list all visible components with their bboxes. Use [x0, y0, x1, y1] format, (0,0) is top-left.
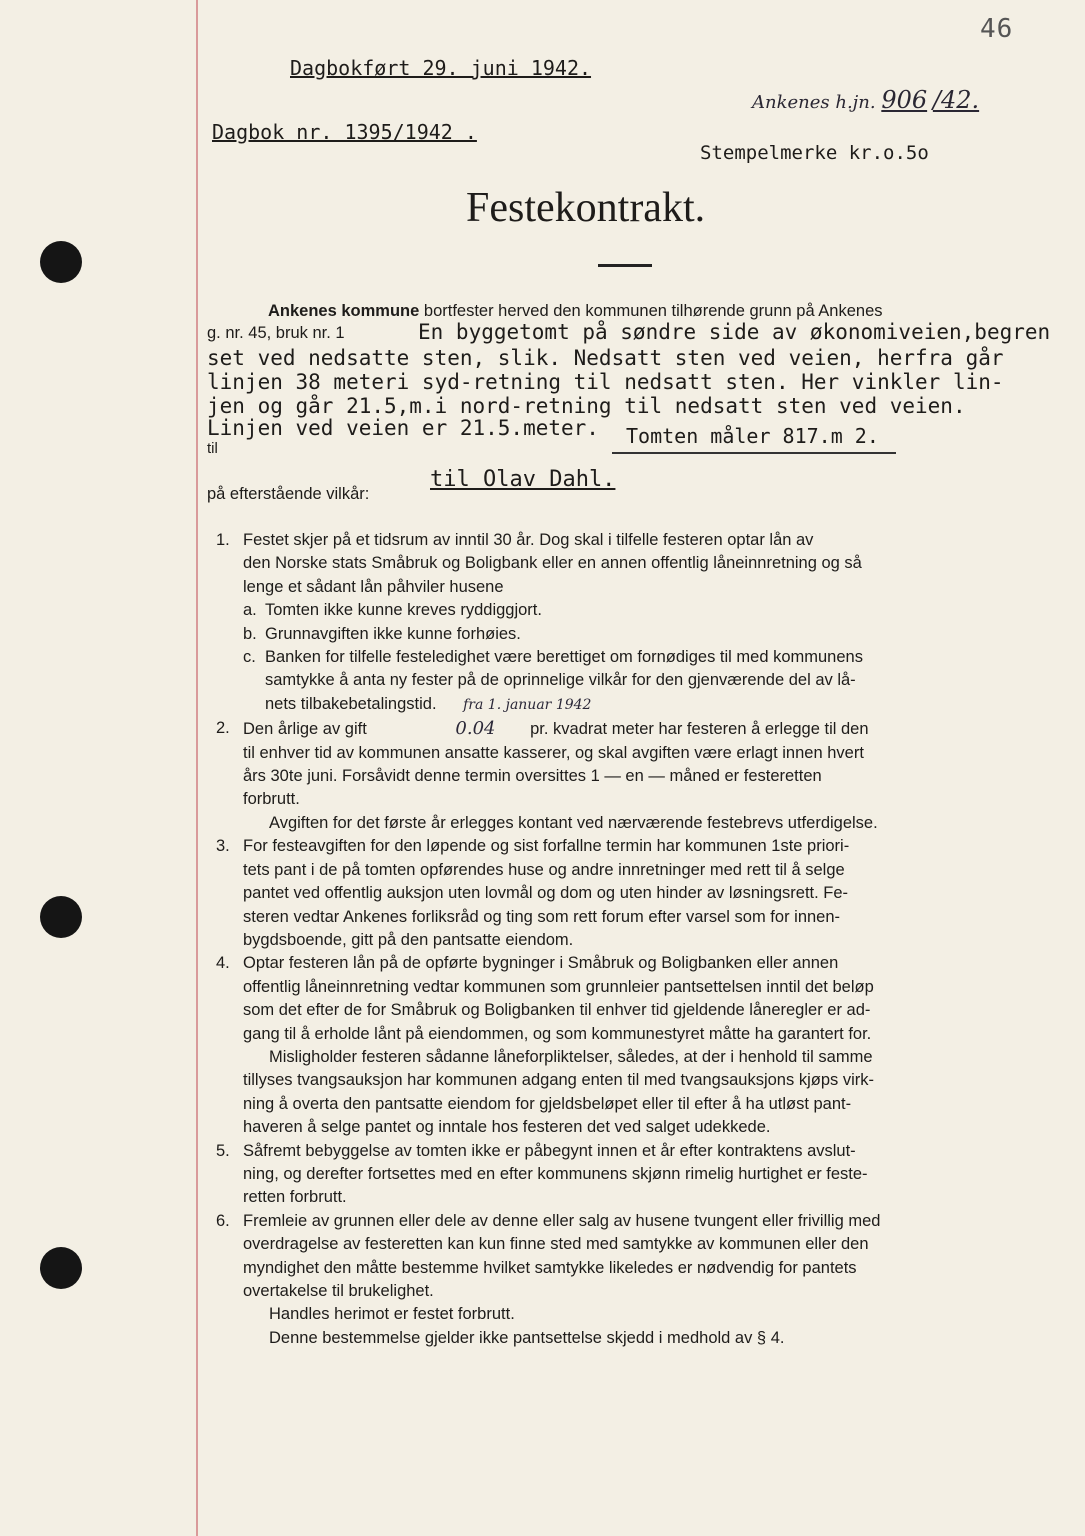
subclause-c — [243, 646, 1032, 717]
clause-line: pantet ved offentlig auksjon uten lovmål og dom og uten hinder av løsningsrett. Fe- — [243, 884, 849, 903]
clause-line: offentlig låneinnretning vedtar kommunen som grunnleier pantsettelsen inntil det beløp — [243, 977, 874, 996]
clause-paragraph: Avgiften for det første år erlegges kontant ved nærværende festebrevs utferdigelse. — [269, 813, 878, 832]
page-number: 46 — [980, 14, 1014, 44]
subclause-letter: c. — [243, 648, 256, 667]
clause-number: 3. — [216, 837, 230, 856]
clause-line: retten forbrutt. — [243, 1188, 347, 1207]
registry-year: /42. — [932, 86, 980, 114]
stamp-fee: Stempelmerke kr.o.5o — [700, 142, 929, 164]
clause-5 — [207, 1140, 1032, 1210]
clause-6 — [207, 1210, 1032, 1350]
subclause-letter: b. — [243, 624, 257, 643]
dagbok-number: Dagbok nr. 1395/1942 . — [212, 120, 477, 144]
document-title: Festekontrakt. — [466, 185, 706, 231]
registry-number: 906 — [881, 86, 928, 114]
dagbokfort-line: Dagbokført 29. juni 1942. — [290, 56, 592, 80]
clause-paragraph: Misligholder festeren sådanne låneforpliktelser, således, at der i henhold til samme — [269, 1047, 873, 1066]
clause-first-line — [243, 717, 1032, 741]
subclause-letter: a. — [243, 601, 257, 620]
lessee-name: til Olav Dahl. — [430, 467, 616, 492]
title-rule — [598, 264, 652, 267]
registry-stamp — [752, 86, 979, 114]
typed-description-line: set ved nedsatte sten, slik. Nedsatt sten ved veien, herfra går — [207, 346, 1004, 370]
clause-2 — [207, 717, 1032, 835]
clause-line: overtakelse til brukelighet. — [243, 1282, 434, 1300]
clause-line: Såfremt bebyggelse av tomten ikke er påbegynt innen et år efter kontraktens avslut- — [243, 1141, 856, 1160]
margin-rule — [196, 0, 198, 1536]
handwritten-note: fra 1. januar 1942 — [463, 696, 592, 713]
typed-description-line: En byggetomt på søndre side av økonomiveien,begren — [418, 320, 1051, 344]
clause-line: ning å overta den pantsatte eiendom for gjeldsbeløpet eller til efter å ha utløst pant- — [243, 1094, 852, 1113]
clause-paragraph: Handles herimot er festet forbrutt. — [269, 1305, 515, 1324]
clause-line: myndighet den måtte bestemme hvilket samtykke likeledes er nødvendig for pantets — [243, 1258, 857, 1277]
subclause-line: Grunnavgiften ikke kunne forhøies. — [265, 624, 521, 643]
clause-line: forbrutt. — [243, 790, 300, 809]
clause-line: steren vedtar Ankenes forliksråd og ting som rett forum efter varsel som for innen- — [243, 907, 841, 926]
typed-description-line: Linjen ved veien er 21.5.meter. — [207, 416, 599, 440]
binder-hole — [40, 1247, 82, 1289]
til-label: til — [207, 440, 218, 457]
lessor-name: Ankenes kommune — [268, 302, 420, 320]
clause-number: 1. — [216, 531, 230, 549]
clause-3 — [207, 835, 1032, 952]
registry-prefix: Ankenes h.jn. — [752, 92, 876, 113]
subclause-line: Banken for tilfelle festeledighet være berettiget om fornødiges til med kommunens — [265, 648, 863, 667]
plot-size-rule — [612, 452, 896, 454]
clause-number: 6. — [216, 1211, 230, 1230]
subclause-a — [243, 599, 1032, 622]
handwritten-rate: 0.04 — [455, 718, 496, 740]
clause-line: overdragelse av festeretten kan kun finne sted med samtykke av kommunen eller den — [243, 1235, 869, 1254]
subclause-b — [243, 623, 1032, 646]
clause-line: den Norske stats Småbruk og Boligbank eller en annen offentlig låneinnretning og så — [243, 554, 862, 573]
typed-description-line: jen og går 21.5,m.i nord-retning til nedsatt sten ved veien. — [207, 394, 966, 418]
clause-line: tillyses tvangsauksjon har kommunen adgang enten til med tvangsauksjons kjøps virk- — [243, 1071, 874, 1090]
clause-line: års 30te juni. Forsåvidt denne termin oversittes 1 — en — måned er festeretten — [243, 767, 822, 786]
property-id — [207, 324, 345, 343]
clause-line: lenge et sådant lån påhviler husene — [243, 577, 504, 596]
clause-line: Optar festeren lån på de opførte bygninger i Småbruk og Boligbanken eller annen — [243, 954, 839, 973]
clause-line: Festet skjer på et tidsrum av inntil 30 år. Dog skal i tilfelle festeren optar lån av — [243, 531, 814, 549]
subclause-line: Tomten ikke kunne kreves ryddiggjort. — [265, 601, 542, 620]
subclause-line: nets tilbakebetalingstid. — [265, 694, 437, 713]
clause-number: 5. — [216, 1141, 230, 1160]
binder-hole — [40, 896, 82, 938]
clause-number: 2. — [216, 719, 230, 738]
clauses — [207, 529, 1032, 1350]
clause-paragraph: Denne bestemmelse gjelder ikke pantsettelse skjedd i medhold av § 4. — [269, 1328, 785, 1347]
intro-text: bortfester herved den kommunen tilhørende grunn på Ankenes — [423, 302, 883, 320]
clause-line: gang til å erholde lånt på eiendommen, og som kommunestyret måtte ha garantert for. — [243, 1024, 872, 1043]
clause-text: Den årlige av gift — [243, 720, 367, 739]
clause-line: som det efter de for Småbruk og Boligbanken til enhver tid gjeldende låneregler er ad- — [243, 1001, 871, 1020]
clause-1 — [207, 529, 1032, 717]
typed-description-line: linjen 38 meteri syd-retning til nedsatt sten. Her vinkler lin- — [207, 370, 1004, 394]
binder-hole — [40, 241, 82, 283]
clause-line: Fremleie av grunnen eller dele av denne eller salg av husene tvungent eller frivillig med — [243, 1211, 881, 1230]
clause-line: tets pant i de på tomten opførendes huse og andre innretninger med rett til å selge — [243, 860, 845, 879]
clause-line: til enhver tid av kommunen ansatte kasserer, og skal avgiften være erlagt innen hvert — [243, 743, 864, 762]
gnr-text: g. nr. 45, bruk nr. 1 — [207, 324, 345, 342]
subclause-line: samtykke å anta ny fester på de oprinnelige vilkår for den gjenværende del av lå- — [265, 671, 856, 690]
clause-number: 4. — [216, 954, 230, 973]
plot-size: Tomten måler 817.m 2. — [626, 424, 879, 448]
subclause-line-with-note — [265, 693, 1032, 717]
conditions-label: på efterstående vilkår: — [207, 485, 370, 503]
clause-line: haveren å selge pantet og inntale hos festeren det ved salget udekkede. — [243, 1118, 771, 1137]
clause-4 — [207, 952, 1032, 1139]
clause-line: For festeavgiften for den løpende og sist forfallne termin har kommunen 1ste priori- — [243, 837, 850, 856]
clause-line: bygdsboende, gitt på den pantsatte eiendom. — [243, 930, 574, 949]
clause-text: pr. kvadrat meter har festeren å erlegge til den — [530, 720, 869, 739]
clause-line: ning, og derefter fortsettes med en efter kommunens skjønn rimelig hurtighet er feste- — [243, 1164, 868, 1183]
intro-line — [268, 302, 883, 321]
